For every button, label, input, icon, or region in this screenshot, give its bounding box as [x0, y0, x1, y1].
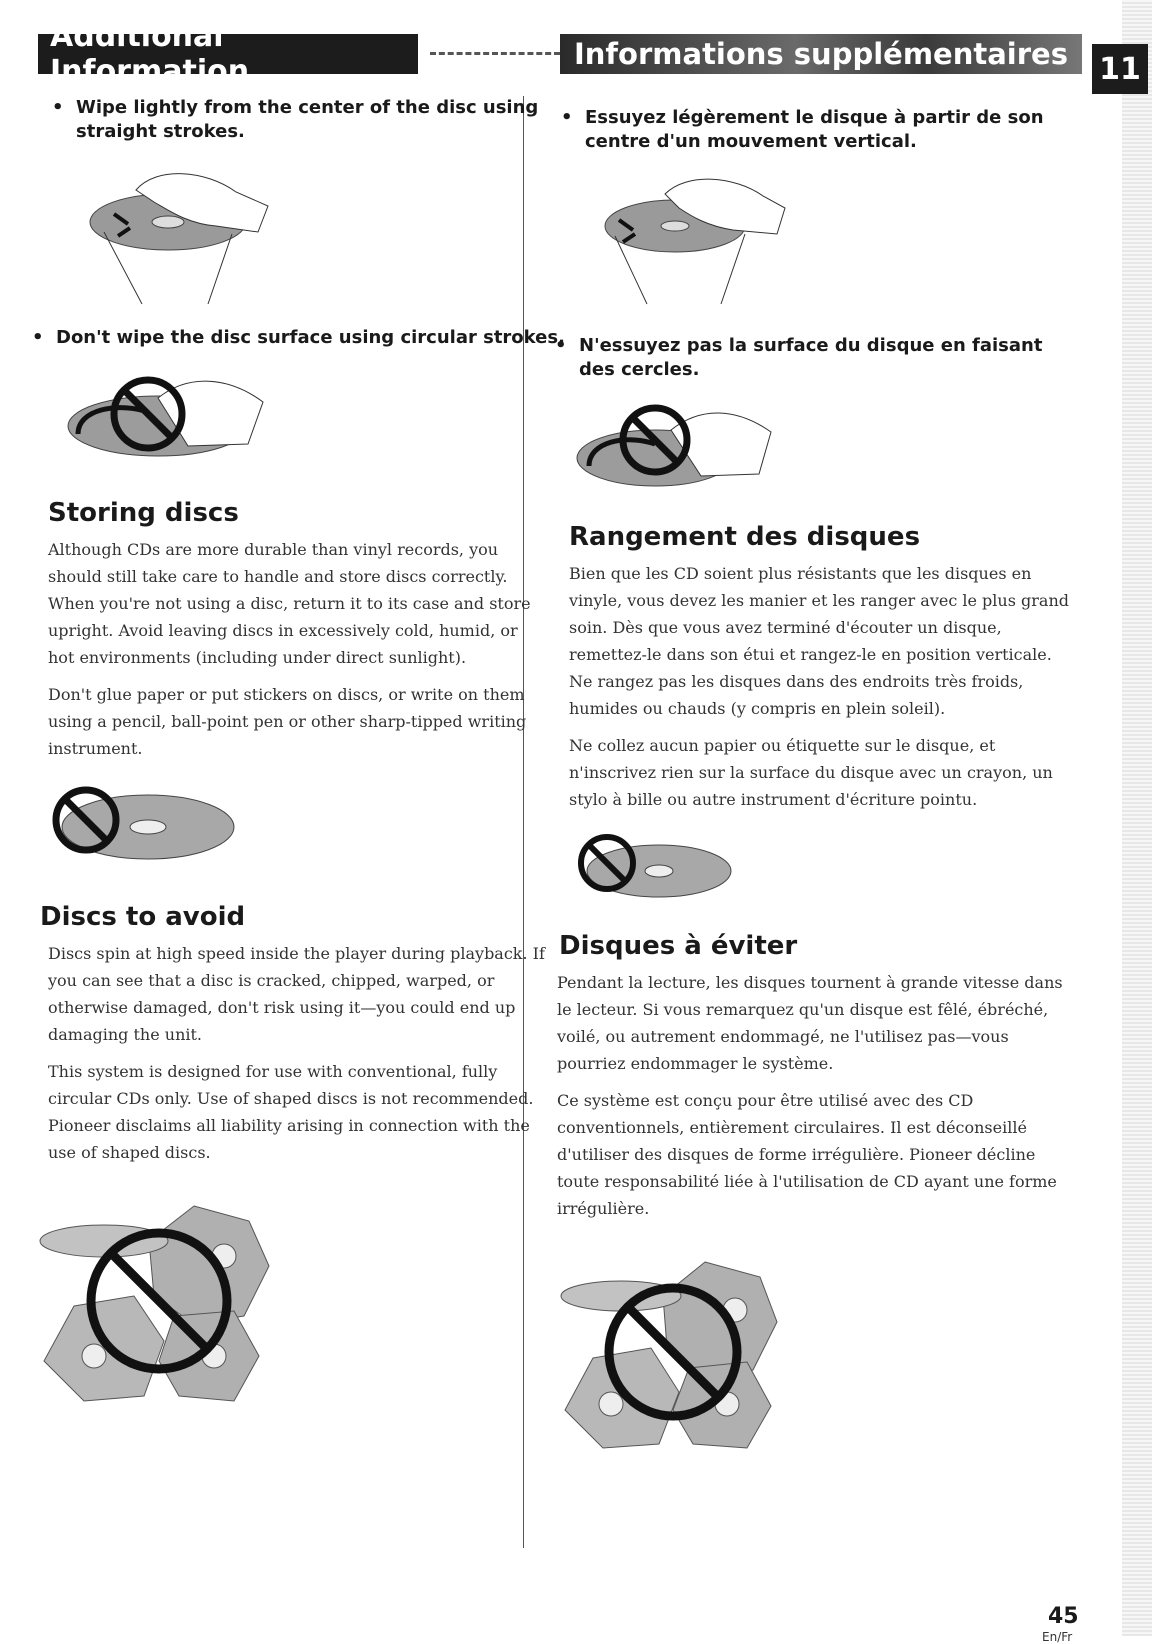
heading-discs-to-avoid: Discs to avoid — [40, 902, 246, 932]
paragraph-eviter-2: Ce système est conçu pour être utilisé avec des CD conventionnels, entièrement circulaires. Il est déconseillé d'utiliser des disques de forme irrégulière. Pioneer décline toute responsabilité liée à l'utilisation de CD ayant une forme irrégulière. — [557, 1091, 1057, 1218]
paragraph-eviter-1: Pendant la lecture, les disques tournent à grande vitesse dans le lecteur. Si vous remarquez qu'un disque est fêlé, ébréché, voilé, ou autrement endommagé, ne l'utilisez pas—vous pourriez endommager le système. — [557, 973, 1063, 1073]
bullet-no-circular: • Don't wipe the disc surface using circular strokes. — [28, 326, 576, 350]
heading-rangement-disques: Rangement des disques — [569, 522, 921, 552]
header-title-fr: Informations supplémentaires — [560, 34, 1082, 74]
page-number: 45 — [1048, 1604, 1079, 1629]
wipe-circular-prohibited-illustration-fr — [575, 388, 795, 508]
bullet-wipe-straight: • Wipe lightly from the center of the disc using straight strokes. — [48, 96, 546, 144]
heading-disques-a-eviter: Disques à éviter — [559, 931, 798, 961]
bullet-pas-cercles: • N'essuyez pas la surface du disque en faisant des cercles. — [551, 334, 1069, 382]
paragraph-storing-1: Although CDs are more durable than vinyl records, you should still take care to handle and store discs correctly. When you're not using a disc, return it to its case and store upright. Avoid leaving discs in excessively cold, humid, or hot environments (including under direct sunlight). — [48, 540, 531, 667]
paragraph-rangement-1: Bien que les CD soient plus résistants que les disques en vinyle, vous devez les manier et les ranger avec le plus grand soin. Dès que vous avez terminé d'écouter un disque, remettez-le dans son étui et rangez-le en position verticale. Ne rangez pas les disques dans des endroits très froids, humides ou chauds (y compris en plein soleil). — [569, 564, 1069, 718]
no-stickers-prohibited-illustration-fr — [569, 823, 739, 913]
paragraph-rangement-2: Ne collez aucun papier ou étiquette sur le disque, et n'inscrivez rien sur la surface du disque avec un crayon, un stylo à bille ou autre instrument d'écriture pointu. — [569, 736, 1053, 809]
no-stickers-prohibited-illustration — [38, 772, 278, 882]
header-dashed-rule — [430, 52, 560, 55]
chapter-number-tab: 11 — [1092, 44, 1148, 94]
heading-storing-discs: Storing discs — [48, 498, 239, 528]
header-title-en: Additional Information — [38, 34, 418, 74]
paragraph-avoid-2: This system is designed for use with conventional, fully circular CDs only. Use of shaped discs is not recommended. Pioneer disclaims all liability arising in connection with the use of shaped discs. — [48, 1062, 534, 1162]
page-edge-shading — [1122, 0, 1152, 1636]
paragraph-storing-2: Don't glue paper or put stickers on discs, or write on them using a pencil, ball-point pen or other sharp-tipped writing instrument. — [48, 685, 527, 758]
wipe-straight-illustration — [58, 154, 298, 314]
column-english — [40, 96, 565, 1406]
shaped-discs-prohibited-illustration — [34, 1196, 284, 1406]
paragraph-avoid-1: Discs spin at high speed inside the player during playback. If you can see that a disc is cracked, chipped, warped, or otherwise damaged, don't risk using it—you could end up damaging the unit. — [48, 944, 545, 1044]
wipe-straight-illustration-fr — [595, 164, 835, 314]
wipe-circular-prohibited-illustration — [48, 354, 288, 484]
bullet-essuyez-vertical: • Essuyez légèrement le disque à partir de son centre d'un mouvement vertical. — [557, 106, 1045, 154]
column-french — [557, 106, 1075, 1452]
language-code: En/Fr — [1042, 1630, 1073, 1644]
shaped-discs-prohibited-illustration-fr — [555, 1252, 785, 1452]
